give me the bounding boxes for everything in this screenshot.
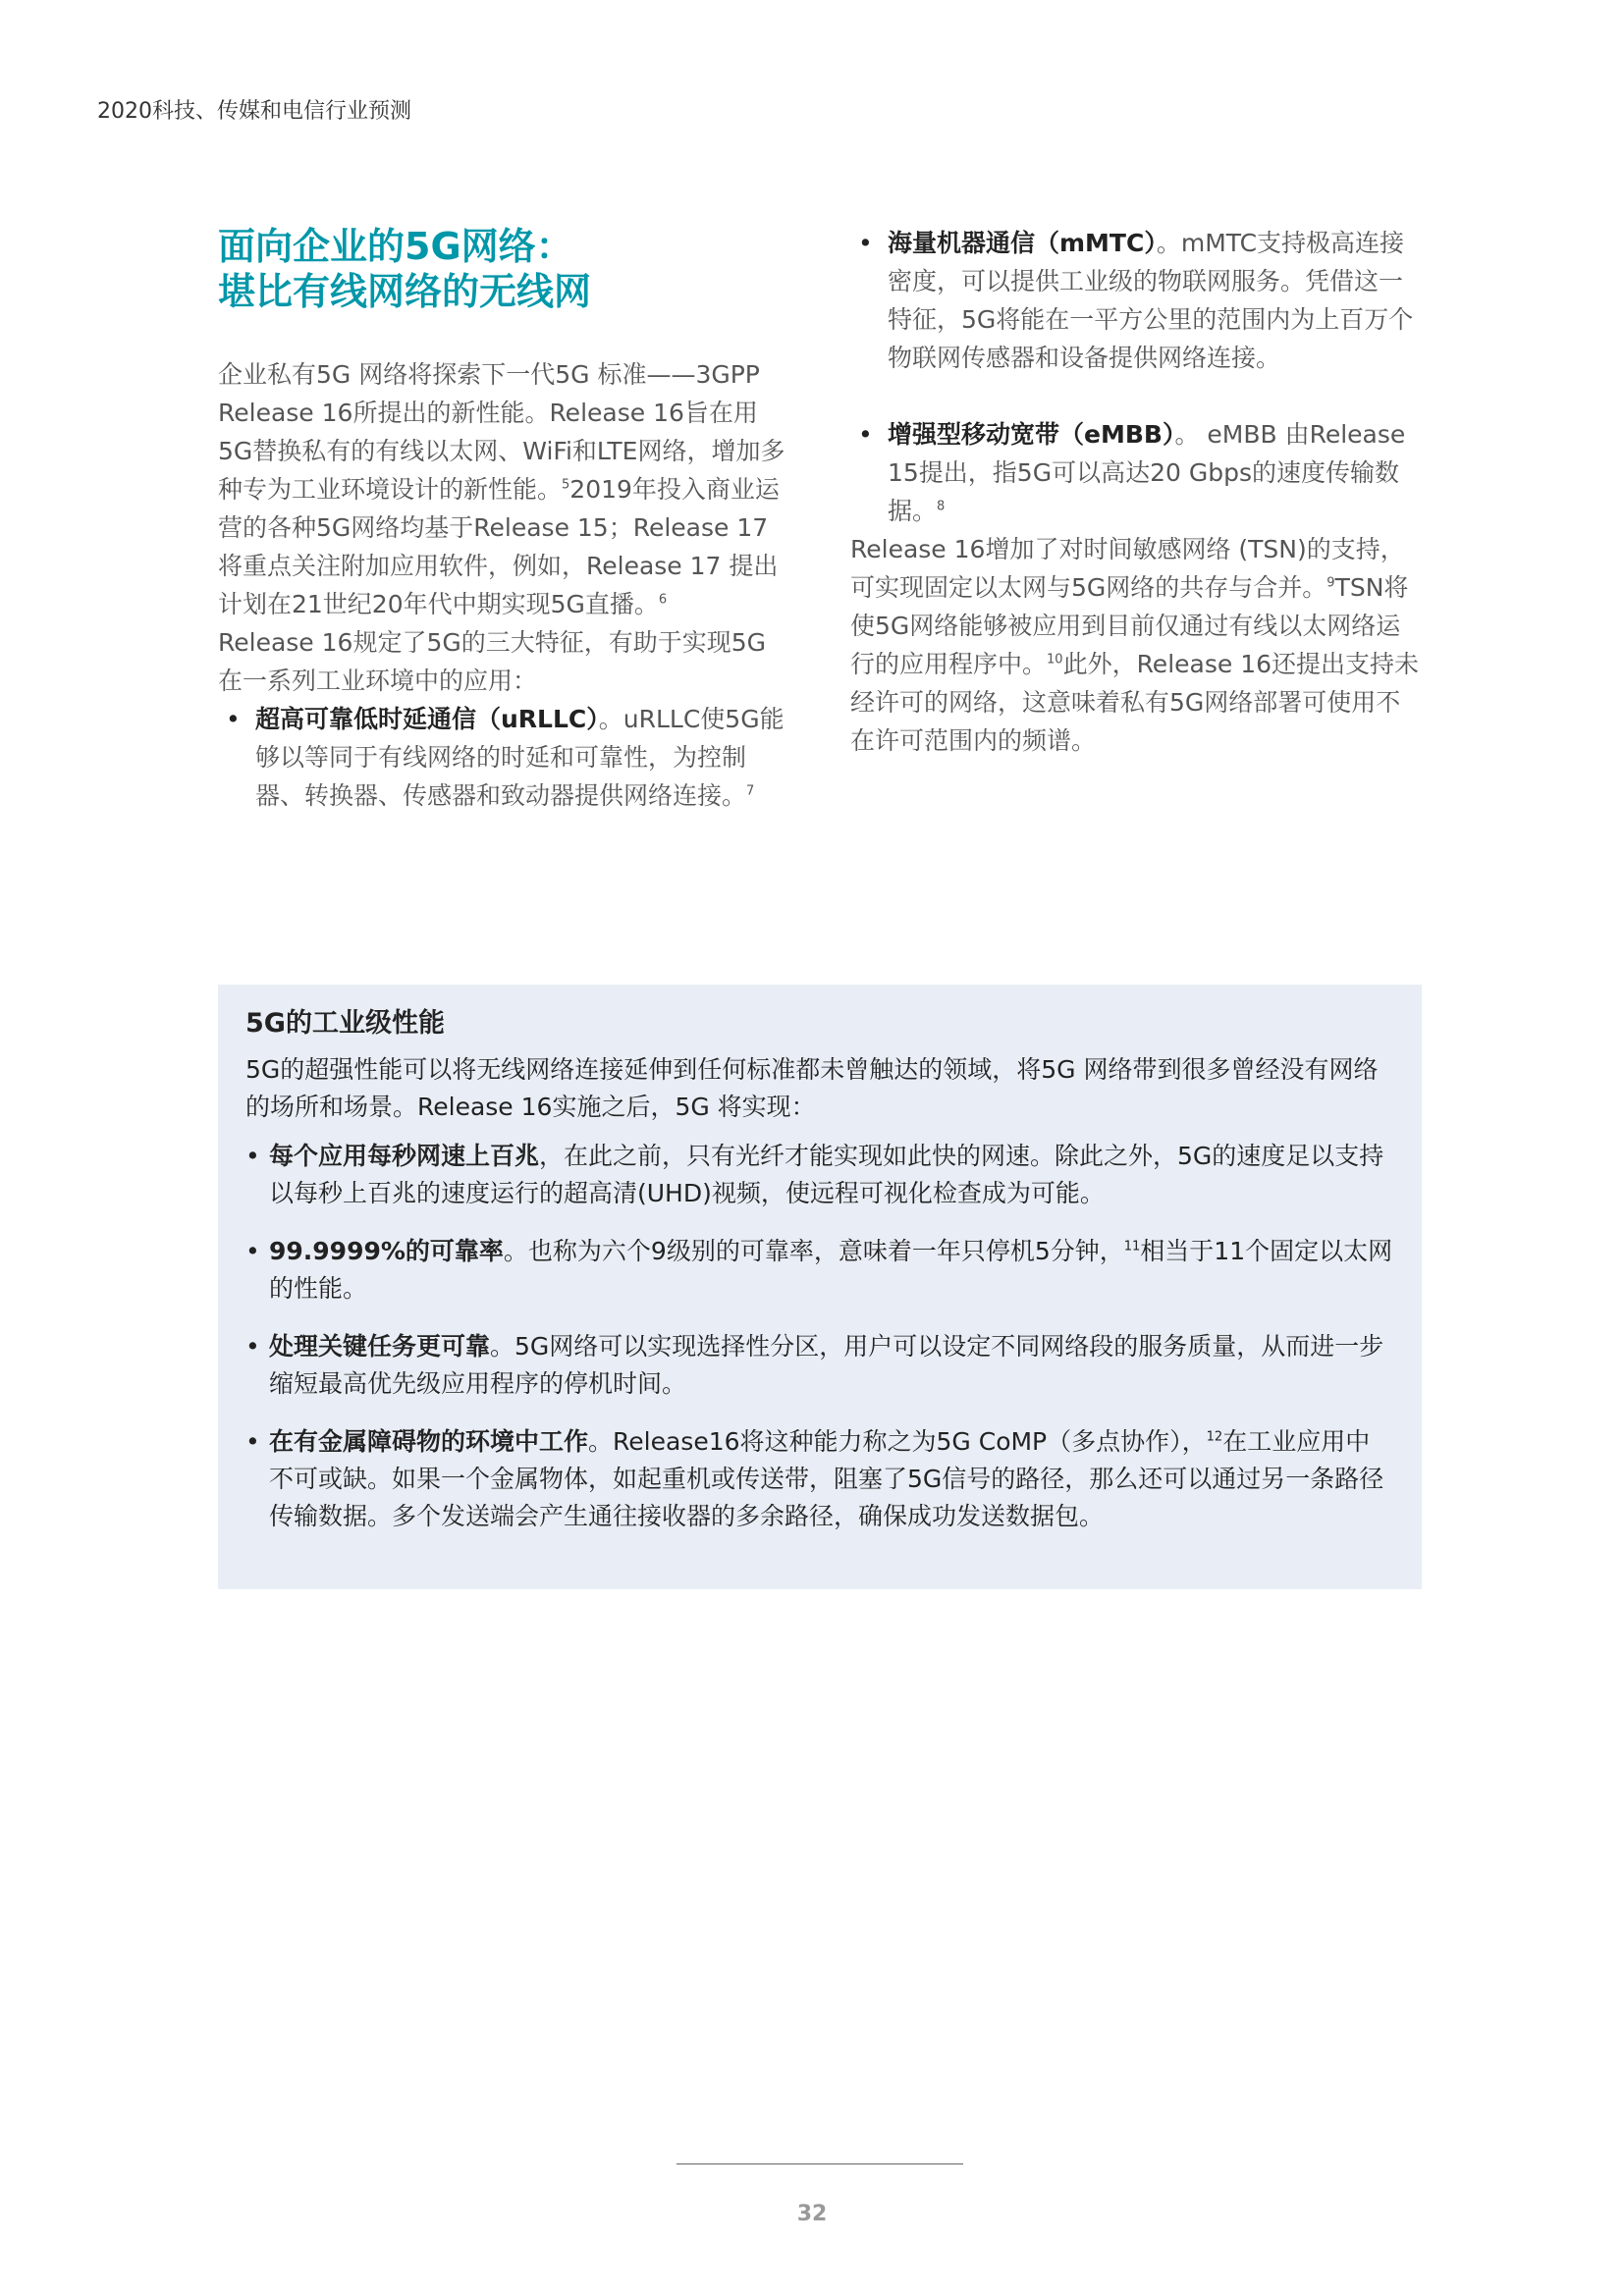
section-title-line-1: 面向企业的5G网络： xyxy=(218,225,573,268)
callout-item-metal-obstacles-text: 。Release16将这种能力称之为5G CoMP（多点协作）， xyxy=(588,1427,1207,1456)
callout-item-reliability-text: 。也称为六个9级别的可靠率，意味着一年只停机5分钟， xyxy=(503,1237,1124,1265)
footnote-ref-10[interactable]: 10 xyxy=(1047,652,1063,667)
footnote-ref-6[interactable]: 6 xyxy=(658,592,668,608)
left-column xyxy=(218,224,787,815)
intro-paragraph xyxy=(218,355,787,623)
callout-intro: 5G的超强性能可以将无线网络连接延伸到任何标准都未曾触达的领域，将5G 网络带到很多曾经没有网络的场所和场景。Release 16实施之后，5G 将实现： xyxy=(245,1055,1379,1121)
bullet-embb-text: 。 eMBB 由Release 15提出，指5G可以高达20 Gbps的速度传输数据。 xyxy=(888,420,1406,525)
bullet-mmtc xyxy=(850,224,1420,377)
footnote-ref-7[interactable]: 7 xyxy=(746,783,755,799)
features-intro-paragraph: Release 16规定了5G的三大特征，有助于实现5G 在一系列工业环境中的应用： xyxy=(218,628,766,695)
bullet-mmtc-text: 。mMTC支持极高连接密度，可以提供工业级的物联网服务。凭借这一特征，5G将能在一平方公里的范围内为上百万个物联网传感器和设备提供网络连接。 xyxy=(888,229,1414,372)
footnote-ref-5[interactable]: 5 xyxy=(562,477,570,493)
callout-item-metal-obstacles-heading: 在有金属障碍物的环境中工作 xyxy=(269,1427,589,1456)
footer-divider xyxy=(677,2163,963,2164)
footnote-ref-12[interactable]: 12 xyxy=(1206,1429,1223,1445)
footnote-ref-8[interactable]: 8 xyxy=(937,499,946,514)
callout-item-speed xyxy=(245,1138,1394,1212)
tsn-text: Release 16增加了对时间敏感网络 (TSN)的支持，可实现固定以太网与5G网络的共存与合并。 xyxy=(850,535,1405,602)
callout-item-mission-critical xyxy=(245,1328,1394,1403)
callout-item-mission-critical-text: 。5G网络可以实现选择性分区，用户可以设定不同网络段的服务质量，从而进一步缩短最高优先级应用程序的停机时间。 xyxy=(269,1332,1384,1398)
section-title xyxy=(218,224,787,314)
section-title-line-2: 堪比有线网络的无线网 xyxy=(218,270,592,313)
bullet-urllc-heading: 超高可靠低时延通信（uRLLC） xyxy=(255,705,599,733)
callout-item-speed-text: ，在此之前，只有光纤才能实现如此快的网速。除此之外，5G的速度足以支持以每秒上百兆的速度运行的超高清(UHD)视频，使远程可视化检查成为可能。 xyxy=(269,1142,1384,1207)
footnote-ref-11[interactable]: 11 xyxy=(1123,1239,1141,1255)
callout-title: 5G的工业级性能 xyxy=(245,1008,445,1039)
intro-text-continued: 2019年投入商业运营的各种5G网络均基于Release 15；Release 17 将重点关注附加应用软件，例如，Release 17 提出计划在21世纪20年代中期实现5G直播。 xyxy=(218,475,780,618)
callout-list xyxy=(245,1138,1394,1535)
bullet-urllc-text: 。uRLLC使5G能够以等同于有线网络的时延和可靠性，为控制器、转换器、传感器和致动器提供网络连接。 xyxy=(255,705,785,810)
tsn-text-end: 此外，Release 16还提出支持未经许可的网络，这意味着私有5G网络部署可使用不在许可范围内的频谱。 xyxy=(850,650,1420,755)
intro-text: 企业私有5G 网络将探索下一代5G 标准——3GPP Release 16所提出的新性能。Release 16旨在用5G替换私有的有线以太网、WiFi和LTE网络，增加多种专为工业环境设计的新性能。 xyxy=(218,360,785,504)
bullet-mmtc-heading: 海量机器通信（mMTC） xyxy=(888,229,1157,257)
bullet-embb xyxy=(850,415,1420,530)
callout-item-metal-obstacles xyxy=(245,1423,1394,1535)
callout-item-metal-obstacles-text-continued: 在工业应用中不可或缺。如果一个金属物体，如起重机或传送带，阻塞了5G信号的路径，那么还可以通过另一条路径传输数据。多个发送端会产生通往接收器的多余路径，确保成功发送数据包。 xyxy=(269,1427,1384,1530)
callout-item-mission-critical-heading: 处理关键任务更可靠 xyxy=(269,1332,491,1361)
footnote-ref-9[interactable]: 9 xyxy=(1326,575,1335,591)
callout-item-reliability-heading: 99.9999%的可靠率 xyxy=(269,1237,504,1265)
callout-item-reliability-text-continued: 相当于11个固定以太网的性能。 xyxy=(269,1237,1393,1303)
page-number: 32 xyxy=(796,2202,828,2226)
callout-box xyxy=(218,985,1422,1589)
callout-item-reliability xyxy=(245,1233,1394,1308)
running-header: 2020科技、传媒和电信行业预测 xyxy=(97,99,411,124)
tsn-text-continued: TSN将使5G网络能够被应用到目前仅通过有线以太网络运行的应用程序中。 xyxy=(850,573,1409,678)
tsn-paragraph xyxy=(850,530,1420,760)
bullet-embb-heading: 增强型移动宽带（eMBB） xyxy=(888,420,1175,449)
feature-list-right xyxy=(850,224,1420,530)
bullet-urllc xyxy=(218,700,787,815)
callout-item-speed-heading: 每个应用每秒网速上百兆 xyxy=(269,1142,540,1170)
feature-list-left xyxy=(218,700,787,815)
right-column xyxy=(850,224,1420,760)
